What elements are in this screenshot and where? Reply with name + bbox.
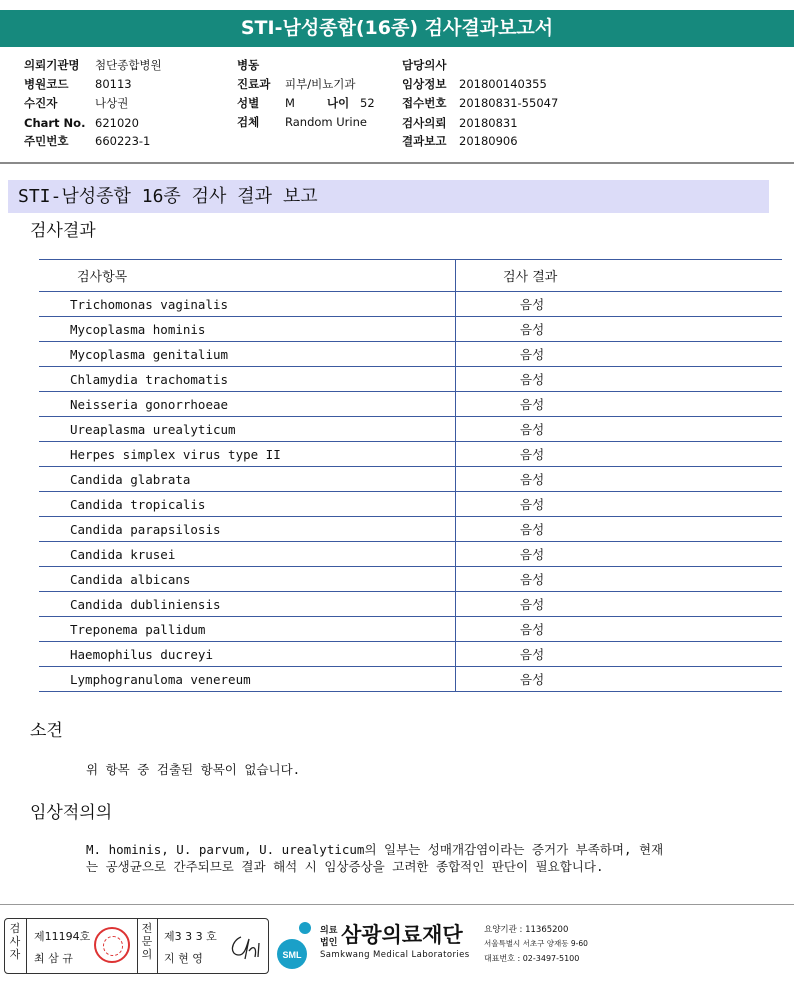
test-item: Chlamydia trachomatis bbox=[39, 367, 456, 392]
table-row bbox=[39, 542, 782, 567]
test-result: 음성 bbox=[456, 292, 783, 317]
test-item: Mycoplasma hominis bbox=[39, 317, 456, 342]
info-label: 병원코드 bbox=[24, 77, 69, 91]
col-item-header: 검사항목 bbox=[39, 260, 456, 292]
org-phone: 대표번호 : 02-3497-5100 bbox=[484, 954, 580, 963]
org-code: 요양기관 : 11365200 bbox=[484, 925, 569, 935]
info-value: 나상권 bbox=[95, 96, 129, 110]
findings-text: 위 항목 중 검출된 항목이 없습니다. bbox=[86, 762, 301, 777]
report-title: STI-남성종합(16종) 검사결과보고서 bbox=[0, 10, 794, 47]
test-item: Candida parapsilosis bbox=[39, 517, 456, 542]
svg-text:SML: SML bbox=[282, 950, 302, 960]
org-prefix: 법인 bbox=[320, 938, 338, 948]
test-result: 음성 bbox=[456, 542, 783, 567]
test-result: 음성 bbox=[456, 667, 783, 692]
info-value: M bbox=[285, 96, 295, 110]
specialist-name: 지 현 영 bbox=[164, 952, 203, 965]
footer-divider bbox=[0, 904, 794, 905]
table-row bbox=[39, 667, 782, 692]
org-address: 서울특별시 서초구 양재동 9-60 bbox=[484, 939, 588, 948]
table-row bbox=[39, 467, 782, 492]
info-value: 52 bbox=[360, 96, 375, 110]
findings-heading: 소견 bbox=[30, 721, 63, 741]
test-result: 음성 bbox=[456, 617, 783, 642]
table-row bbox=[39, 492, 782, 517]
info-value: Random Urine bbox=[285, 115, 367, 129]
test-item: Neisseria gonorrhoeae bbox=[39, 392, 456, 417]
patient-info bbox=[0, 50, 794, 164]
results-table bbox=[39, 259, 782, 692]
org-name: 삼광의료재단 bbox=[341, 923, 463, 947]
table-row bbox=[39, 417, 782, 442]
info-label: 검체 bbox=[237, 115, 260, 129]
test-result: 음성 bbox=[456, 467, 783, 492]
test-item: Candida krusei bbox=[39, 542, 456, 567]
clinical-text-line1: M. hominis, U. parvum, U. urealyticum의 일부는 성매개감염이라는 증거가 부족하며, 현재 bbox=[86, 842, 664, 857]
test-result: 음성 bbox=[456, 367, 783, 392]
info-value: 80113 bbox=[95, 77, 132, 91]
signature bbox=[227, 931, 263, 963]
info-label: Chart No. bbox=[24, 116, 86, 130]
info-label: 검사의뢰 bbox=[402, 116, 447, 130]
info-label: 담당의사 bbox=[402, 58, 447, 72]
org-prefix: 의료 bbox=[320, 926, 338, 936]
test-item: Trichomonas vaginalis bbox=[39, 292, 456, 317]
specialist-vertical-label: 전 문 의 bbox=[141, 922, 153, 961]
info-label: 진료과 bbox=[237, 77, 271, 91]
info-value: 첨단종합병원 bbox=[95, 58, 162, 72]
table-row bbox=[39, 392, 782, 417]
table-row bbox=[39, 642, 782, 667]
table-header-row bbox=[39, 260, 782, 292]
results-heading: 검사결과 bbox=[30, 221, 96, 241]
info-label: 나이 bbox=[327, 96, 350, 110]
specialist-license-no: 제3 3 3 호 bbox=[164, 930, 217, 943]
test-item: Lymphogranuloma venereum bbox=[39, 667, 456, 692]
test-result: 음성 bbox=[456, 317, 783, 342]
org-english-name: Samkwang Medical Laboratories bbox=[320, 950, 470, 960]
test-result: 음성 bbox=[456, 392, 783, 417]
table-row bbox=[39, 617, 782, 642]
info-value: 20180831-55047 bbox=[459, 96, 559, 110]
info-value: 201800140355 bbox=[459, 77, 547, 91]
info-value: 20180831 bbox=[459, 116, 518, 130]
organization-block bbox=[272, 918, 602, 974]
test-item: Mycoplasma genitalium bbox=[39, 342, 456, 367]
test-item: Candida tropicalis bbox=[39, 492, 456, 517]
clinical-heading: 임상적의의 bbox=[30, 803, 113, 823]
info-label: 수진자 bbox=[24, 96, 58, 110]
test-result: 음성 bbox=[456, 567, 783, 592]
table-row bbox=[39, 592, 782, 617]
info-label: 의뢰기관명 bbox=[24, 58, 80, 72]
table-row bbox=[39, 292, 782, 317]
sml-logo-icon bbox=[272, 920, 318, 970]
official-seal bbox=[94, 927, 130, 963]
col-result-header: 검사 결과 bbox=[456, 260, 783, 292]
table-row bbox=[39, 567, 782, 592]
test-item: Haemophilus ducreyi bbox=[39, 642, 456, 667]
table-row bbox=[39, 367, 782, 392]
test-item: Candida dubliniensis bbox=[39, 592, 456, 617]
test-result: 음성 bbox=[456, 517, 783, 542]
test-result: 음성 bbox=[456, 592, 783, 617]
info-label: 결과보고 bbox=[402, 134, 447, 148]
test-result: 음성 bbox=[456, 417, 783, 442]
info-value: 20180906 bbox=[459, 134, 518, 148]
test-item: Herpes simplex virus type II bbox=[39, 442, 456, 467]
table-row bbox=[39, 442, 782, 467]
test-result: 음성 bbox=[456, 442, 783, 467]
test-item: Candida albicans bbox=[39, 567, 456, 592]
table-row bbox=[39, 517, 782, 542]
info-value: 621020 bbox=[95, 116, 139, 130]
test-item: Ureaplasma urealyticum bbox=[39, 417, 456, 442]
info-label: 임상정보 bbox=[402, 77, 447, 91]
test-result: 음성 bbox=[456, 492, 783, 517]
info-label: 주민번호 bbox=[24, 134, 69, 148]
test-item: Candida glabrata bbox=[39, 467, 456, 492]
tester-vertical-label: 검 사 자 bbox=[9, 922, 21, 961]
info-label: 성별 bbox=[237, 96, 260, 110]
test-item: Treponema pallidum bbox=[39, 617, 456, 642]
tester-name: 최 삼 규 bbox=[34, 952, 73, 965]
clinical-text-line2: 는 공생균으로 간주되므로 결과 해석 시 임상증상을 고려한 종합적인 판단이 필요합니다. bbox=[86, 859, 604, 874]
tester-license-no: 제11194호 bbox=[34, 930, 91, 943]
table-row bbox=[39, 317, 782, 342]
section-title: STI-남성종합 16종 검사 결과 보고 bbox=[8, 180, 769, 213]
info-value: 피부/비뇨기과 bbox=[285, 77, 356, 91]
info-label: 병동 bbox=[237, 58, 260, 72]
test-result: 음성 bbox=[456, 642, 783, 667]
table-row bbox=[39, 342, 782, 367]
test-result: 음성 bbox=[456, 342, 783, 367]
signature-box bbox=[4, 918, 269, 974]
info-value: 660223-1 bbox=[95, 134, 151, 148]
info-label: 접수번호 bbox=[402, 96, 447, 110]
